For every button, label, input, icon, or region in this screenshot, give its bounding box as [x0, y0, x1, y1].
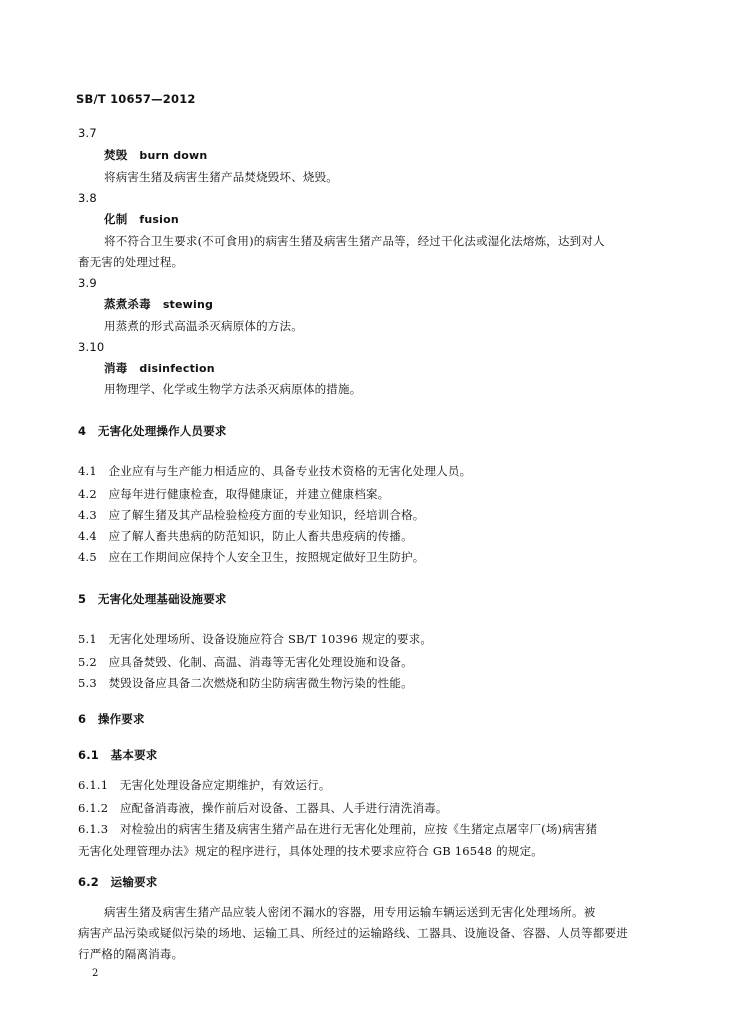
section-heading: 4 无害化处理操作人员要求	[78, 424, 227, 438]
term-cn: 焚毁	[104, 148, 128, 162]
def-number: 3.8	[78, 191, 97, 205]
term-en: stewing	[162, 298, 214, 311]
def-number: 3.10	[78, 340, 105, 354]
def-desc: 将病害生猪及病害生猪产品焚烧毁坏、烧毁。	[104, 170, 338, 184]
def-number: 3.7	[78, 126, 97, 140]
paragraph-line: 病害产品污染或疑似污染的场地、运输工具、所经过的运输路线、工器具、设施设备、容器、人员等都要进	[78, 926, 628, 940]
term-cn: 化制	[104, 212, 128, 226]
list-item: 6.1.2 应配备消毒液，操作前后对设备、工器具、人手进行清洗消毒。	[78, 801, 448, 815]
term-en: fusion	[139, 213, 179, 226]
def-term	[104, 297, 213, 312]
term-en: burn down	[139, 149, 208, 162]
def-term	[104, 361, 215, 376]
def-desc: 用蒸煮的形式高温杀灭病原体的方法。	[104, 319, 303, 333]
list-item: 5.1 无害化处理场所、设备设施应符合 SB/T 10396 规定的要求。	[78, 632, 433, 646]
list-item: 6.1.3 对检验出的病害生猪及病害生猪产品在进行无害化处理前，应按《生猪定点屠宰厂(场)病害猪	[78, 822, 598, 836]
def-desc-cont: 畜无害的处理过程。	[78, 255, 184, 269]
paragraph-line: 行严格的隔离消毒。	[78, 947, 184, 961]
doc-header: SB/T 10657—2012	[76, 92, 196, 106]
term-en: disinfection	[139, 362, 215, 375]
subsection-heading: 6.2 运输要求	[78, 875, 158, 889]
list-item: 4.3 应了解生猪及其产品检验检疫方面的专业知识，经培训合格。	[78, 508, 425, 522]
list-item-cont: 无害化处理管理办法》规定的程序进行，具体处理的技术要求应符合 GB 16548 的规定。	[78, 844, 543, 858]
list-item: 5.2 应具备焚毁、化制、高温、消毒等无害化处理设施和设备。	[78, 655, 413, 669]
paragraph-line: 病害生猪及病害生猪产品应装人密闭不漏水的容器，用专用运输车辆运送到无害化处理场所。被	[104, 905, 596, 919]
list-item: 4.5 应在工作期间应保持个人安全卫生，按照规定做好卫生防护。	[78, 550, 425, 564]
list-item: 4.1 企业应有与生产能力相适应的、具备专业技术资格的无害化处理人员。	[78, 464, 472, 478]
def-desc: 用物理学、化学或生物学方法杀灭病原体的措施。	[104, 382, 362, 396]
list-item: 4.2 应每年进行健康检查，取得健康证，并建立健康档案。	[78, 487, 390, 501]
term-cn: 消毒	[104, 361, 128, 375]
term-cn: 蒸煮杀毒	[104, 297, 151, 311]
page-number: 2	[92, 968, 99, 979]
section-heading: 5 无害化处理基础设施要求	[78, 592, 227, 606]
list-item: 4.4 应了解人畜共患病的防范知识，防止人畜共患疫病的传播。	[78, 529, 413, 543]
subsection-heading: 6.1 基本要求	[78, 748, 158, 762]
def-number: 3.9	[78, 276, 97, 290]
list-item: 5.3 焚毁设备应具备二次燃烧和防尘防病害微生物污染的性能。	[78, 676, 413, 690]
def-desc: 将不符合卫生要求(不可食用)的病害生猪及病害生猪产品等，经过干化法或湿化法熔炼，达到对人	[104, 234, 605, 248]
def-term	[104, 148, 207, 163]
section-heading: 6 操作要求	[78, 712, 145, 726]
def-term	[104, 212, 179, 227]
list-item: 6.1.1 无害化处理设备应定期维护，有效运行。	[78, 778, 331, 792]
